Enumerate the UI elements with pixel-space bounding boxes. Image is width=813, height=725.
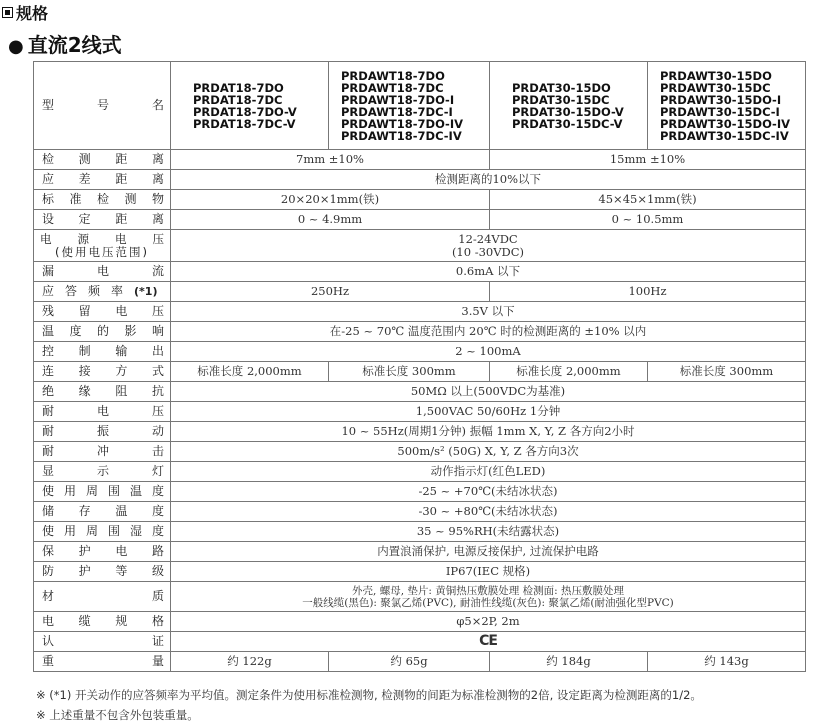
cell-value <box>171 230 806 262</box>
model-name: PRDAWT30-15DO-IV <box>660 116 791 131</box>
cell-value: 10 ~ 55Hz(周期1分钟) 振幅 1mm X, Y, Z 各方向2小时 <box>171 422 806 442</box>
cell-value: 标准长度 300mm <box>648 362 806 382</box>
cell-value: 0 ~ 4.9mm <box>171 210 490 230</box>
model-name: PRDAWT18-7DC-I <box>341 104 453 119</box>
sub-title-text: 直流2线式 <box>27 33 122 57</box>
table-row <box>34 562 806 582</box>
section-title-text: 规格 <box>16 4 49 23</box>
model-name: PRDAT18-7DC-V <box>193 116 296 131</box>
row-label: 控制输出 <box>34 342 171 362</box>
cell-value <box>171 582 806 612</box>
model-name: PRDAT30-15DC-V <box>512 116 623 131</box>
cell-value: φ5×2P, 2m <box>171 612 806 632</box>
table-row <box>34 652 806 672</box>
row-label <box>34 230 171 262</box>
model-name: PRDAWT18-7DC <box>341 80 444 95</box>
square-bullet-icon <box>2 7 13 18</box>
cell-value: 约 65g <box>329 652 490 672</box>
table-row <box>34 402 806 422</box>
model-name: PRDAT30-15DC <box>512 92 610 107</box>
cell-value: 3.5V 以下 <box>171 302 806 322</box>
row-label: 残留电压 <box>34 302 171 322</box>
table-row <box>34 342 806 362</box>
model-name: PRDAWT30-15DC-IV <box>660 128 789 143</box>
cell-value-line: 12-24VDC <box>458 231 518 246</box>
row-label <box>34 282 171 302</box>
table-row <box>34 442 806 462</box>
model-name: PRDAT18-7DO <box>193 80 284 95</box>
table-row <box>34 382 806 402</box>
row-label-text: 应答频率 <box>42 284 135 298</box>
cell-value: 15mm ±10% <box>490 150 806 170</box>
footnotes <box>36 685 702 725</box>
table-row <box>34 612 806 632</box>
cell-value: IP67(IEC 规格) <box>171 562 806 582</box>
model-col-4 <box>648 62 806 150</box>
table-row <box>34 462 806 482</box>
table-row <box>34 632 806 652</box>
table-row <box>34 482 806 502</box>
row-label: 绝缘阻抗 <box>34 382 171 402</box>
row-label: 检测距离 <box>34 150 171 170</box>
model-name: PRDAT30-15DO-V <box>512 104 624 119</box>
model-name: PRDAWT18-7DO-IV <box>341 116 464 131</box>
row-label: 材质 <box>34 582 171 612</box>
cell-value: 内置浪涌保护, 电源反接保护, 过流保护电路 <box>171 542 806 562</box>
table-row <box>34 150 806 170</box>
section-title <box>2 1 48 24</box>
row-label-line: 电源电压 <box>40 231 164 246</box>
table-row <box>34 322 806 342</box>
row-label: 保护电路 <box>34 542 171 562</box>
footnote: ※ (*1) 开关动作的应答频率为平均值。测定条件为使用标准检测物, 检测物的间距为标准检测物的2倍, 设定距离为检测距离的1/2。 <box>36 688 702 702</box>
model-label: 型号名 <box>34 62 171 150</box>
row-label: 漏电流 <box>34 262 171 282</box>
model-col-3 <box>490 62 648 150</box>
cell-value: 标准长度 300mm <box>329 362 490 382</box>
model-name: PRDAT18-7DC <box>193 92 283 107</box>
model-name: PRDAWT30-15DC <box>660 80 771 95</box>
row-label: 标准检测物 <box>34 190 171 210</box>
row-label: 耐冲击 <box>34 442 171 462</box>
model-col-2 <box>329 62 490 150</box>
footnote-mark: (*1) <box>134 285 158 298</box>
cell-value: 0 ~ 10.5mm <box>490 210 806 230</box>
header-row <box>34 62 806 150</box>
table-row <box>34 522 806 542</box>
row-label-line: (使用电压范围) <box>55 244 149 259</box>
cell-value: 约 122g <box>171 652 329 672</box>
table-row <box>34 190 806 210</box>
cell-value: -25 ~ +70℃(未结冰状态) <box>171 482 806 502</box>
row-label: 显示灯 <box>34 462 171 482</box>
model-name: PRDAWT30-15DO-I <box>660 92 782 107</box>
table-row <box>34 282 806 302</box>
model-name: PRDAT30-15DO <box>512 80 611 95</box>
row-label: 重量 <box>34 652 171 672</box>
cell-value <box>171 632 806 652</box>
table-row <box>34 542 806 562</box>
circle-bullet-icon: ● <box>8 36 24 57</box>
cell-value: 在-25 ~ 70℃ 温度范围内 20℃ 时的检测距离的 ±10% 以内 <box>171 322 806 342</box>
table-row <box>34 170 806 190</box>
cell-value: 20×20×1mm(铁) <box>171 190 490 210</box>
table-row <box>34 422 806 442</box>
table-row <box>34 502 806 522</box>
cell-value: 检测距离的10%以下 <box>171 170 806 190</box>
cell-value-line: (10 -30VDC) <box>451 244 525 259</box>
row-label: 温度的影响 <box>34 322 171 342</box>
cell-value-line: 一般线缆(黑色): 聚氯乙烯(PVC), 耐油性线缆(灰色): 聚氯乙烯(耐油强化型PVC) <box>302 596 674 609</box>
table-row <box>34 302 806 322</box>
cell-value: 约 184g <box>490 652 648 672</box>
row-label: 连接方式 <box>34 362 171 382</box>
cell-value: 250Hz <box>171 282 490 302</box>
cell-value: -30 ~ +80℃(未结冰状态) <box>171 502 806 522</box>
cell-value: 1,500VAC 50/60Hz 1分钟 <box>171 402 806 422</box>
cell-value: 标准长度 2,000mm <box>490 362 648 382</box>
cell-value: 45×45×1mm(铁) <box>490 190 806 210</box>
cell-value: 100Hz <box>490 282 806 302</box>
row-label: 应差距离 <box>34 170 171 190</box>
cell-value: 50MΩ 以上(500VDC为基准) <box>171 382 806 402</box>
model-name: PRDAWT30-15DO <box>660 68 772 83</box>
table-row <box>34 230 806 262</box>
ce-mark-icon: CE <box>479 633 497 649</box>
cell-value: 约 143g <box>648 652 806 672</box>
row-label: 认证 <box>34 632 171 652</box>
footnote: ※ 上述重量不包含外包装重量。 <box>36 708 199 722</box>
table-row <box>34 262 806 282</box>
model-name: PRDAWT18-7DO <box>341 68 445 83</box>
cell-value: 35 ~ 95%RH(未结露状态) <box>171 522 806 542</box>
row-label: 耐电压 <box>34 402 171 422</box>
cell-value: 动作指示灯(红色LED) <box>171 462 806 482</box>
row-label: 储存温度 <box>34 502 171 522</box>
model-name: PRDAWT18-7DO-I <box>341 92 455 107</box>
model-col-1 <box>171 62 329 150</box>
cell-value: 标准长度 2,000mm <box>171 362 329 382</box>
table-row <box>34 582 806 612</box>
row-label: 防护等级 <box>34 562 171 582</box>
row-label: 使用周围温度 <box>34 482 171 502</box>
table-row <box>34 362 806 382</box>
cell-value: 0.6mA 以下 <box>171 262 806 282</box>
spec-table <box>33 61 806 672</box>
sub-title <box>8 29 122 58</box>
cell-value-line: 外壳, 螺母, 垫片: 黄铜热压敷膜处理 检测面: 热压敷膜处理 <box>352 584 624 597</box>
model-name: PRDAWT30-15DC-I <box>660 104 780 119</box>
table-row <box>34 210 806 230</box>
cell-value: 2 ~ 100mA <box>171 342 806 362</box>
cell-value: 7mm ±10% <box>171 150 490 170</box>
cell-value: 500m/s² (50G) X, Y, Z 各方向3次 <box>171 442 806 462</box>
row-label: 电缆规格 <box>34 612 171 632</box>
row-label: 耐振动 <box>34 422 171 442</box>
row-label: 设定距离 <box>34 210 171 230</box>
model-name: PRDAWT18-7DC-IV <box>341 128 462 143</box>
row-label: 使用周围湿度 <box>34 522 171 542</box>
model-name: PRDAT18-7DO-V <box>193 104 297 119</box>
